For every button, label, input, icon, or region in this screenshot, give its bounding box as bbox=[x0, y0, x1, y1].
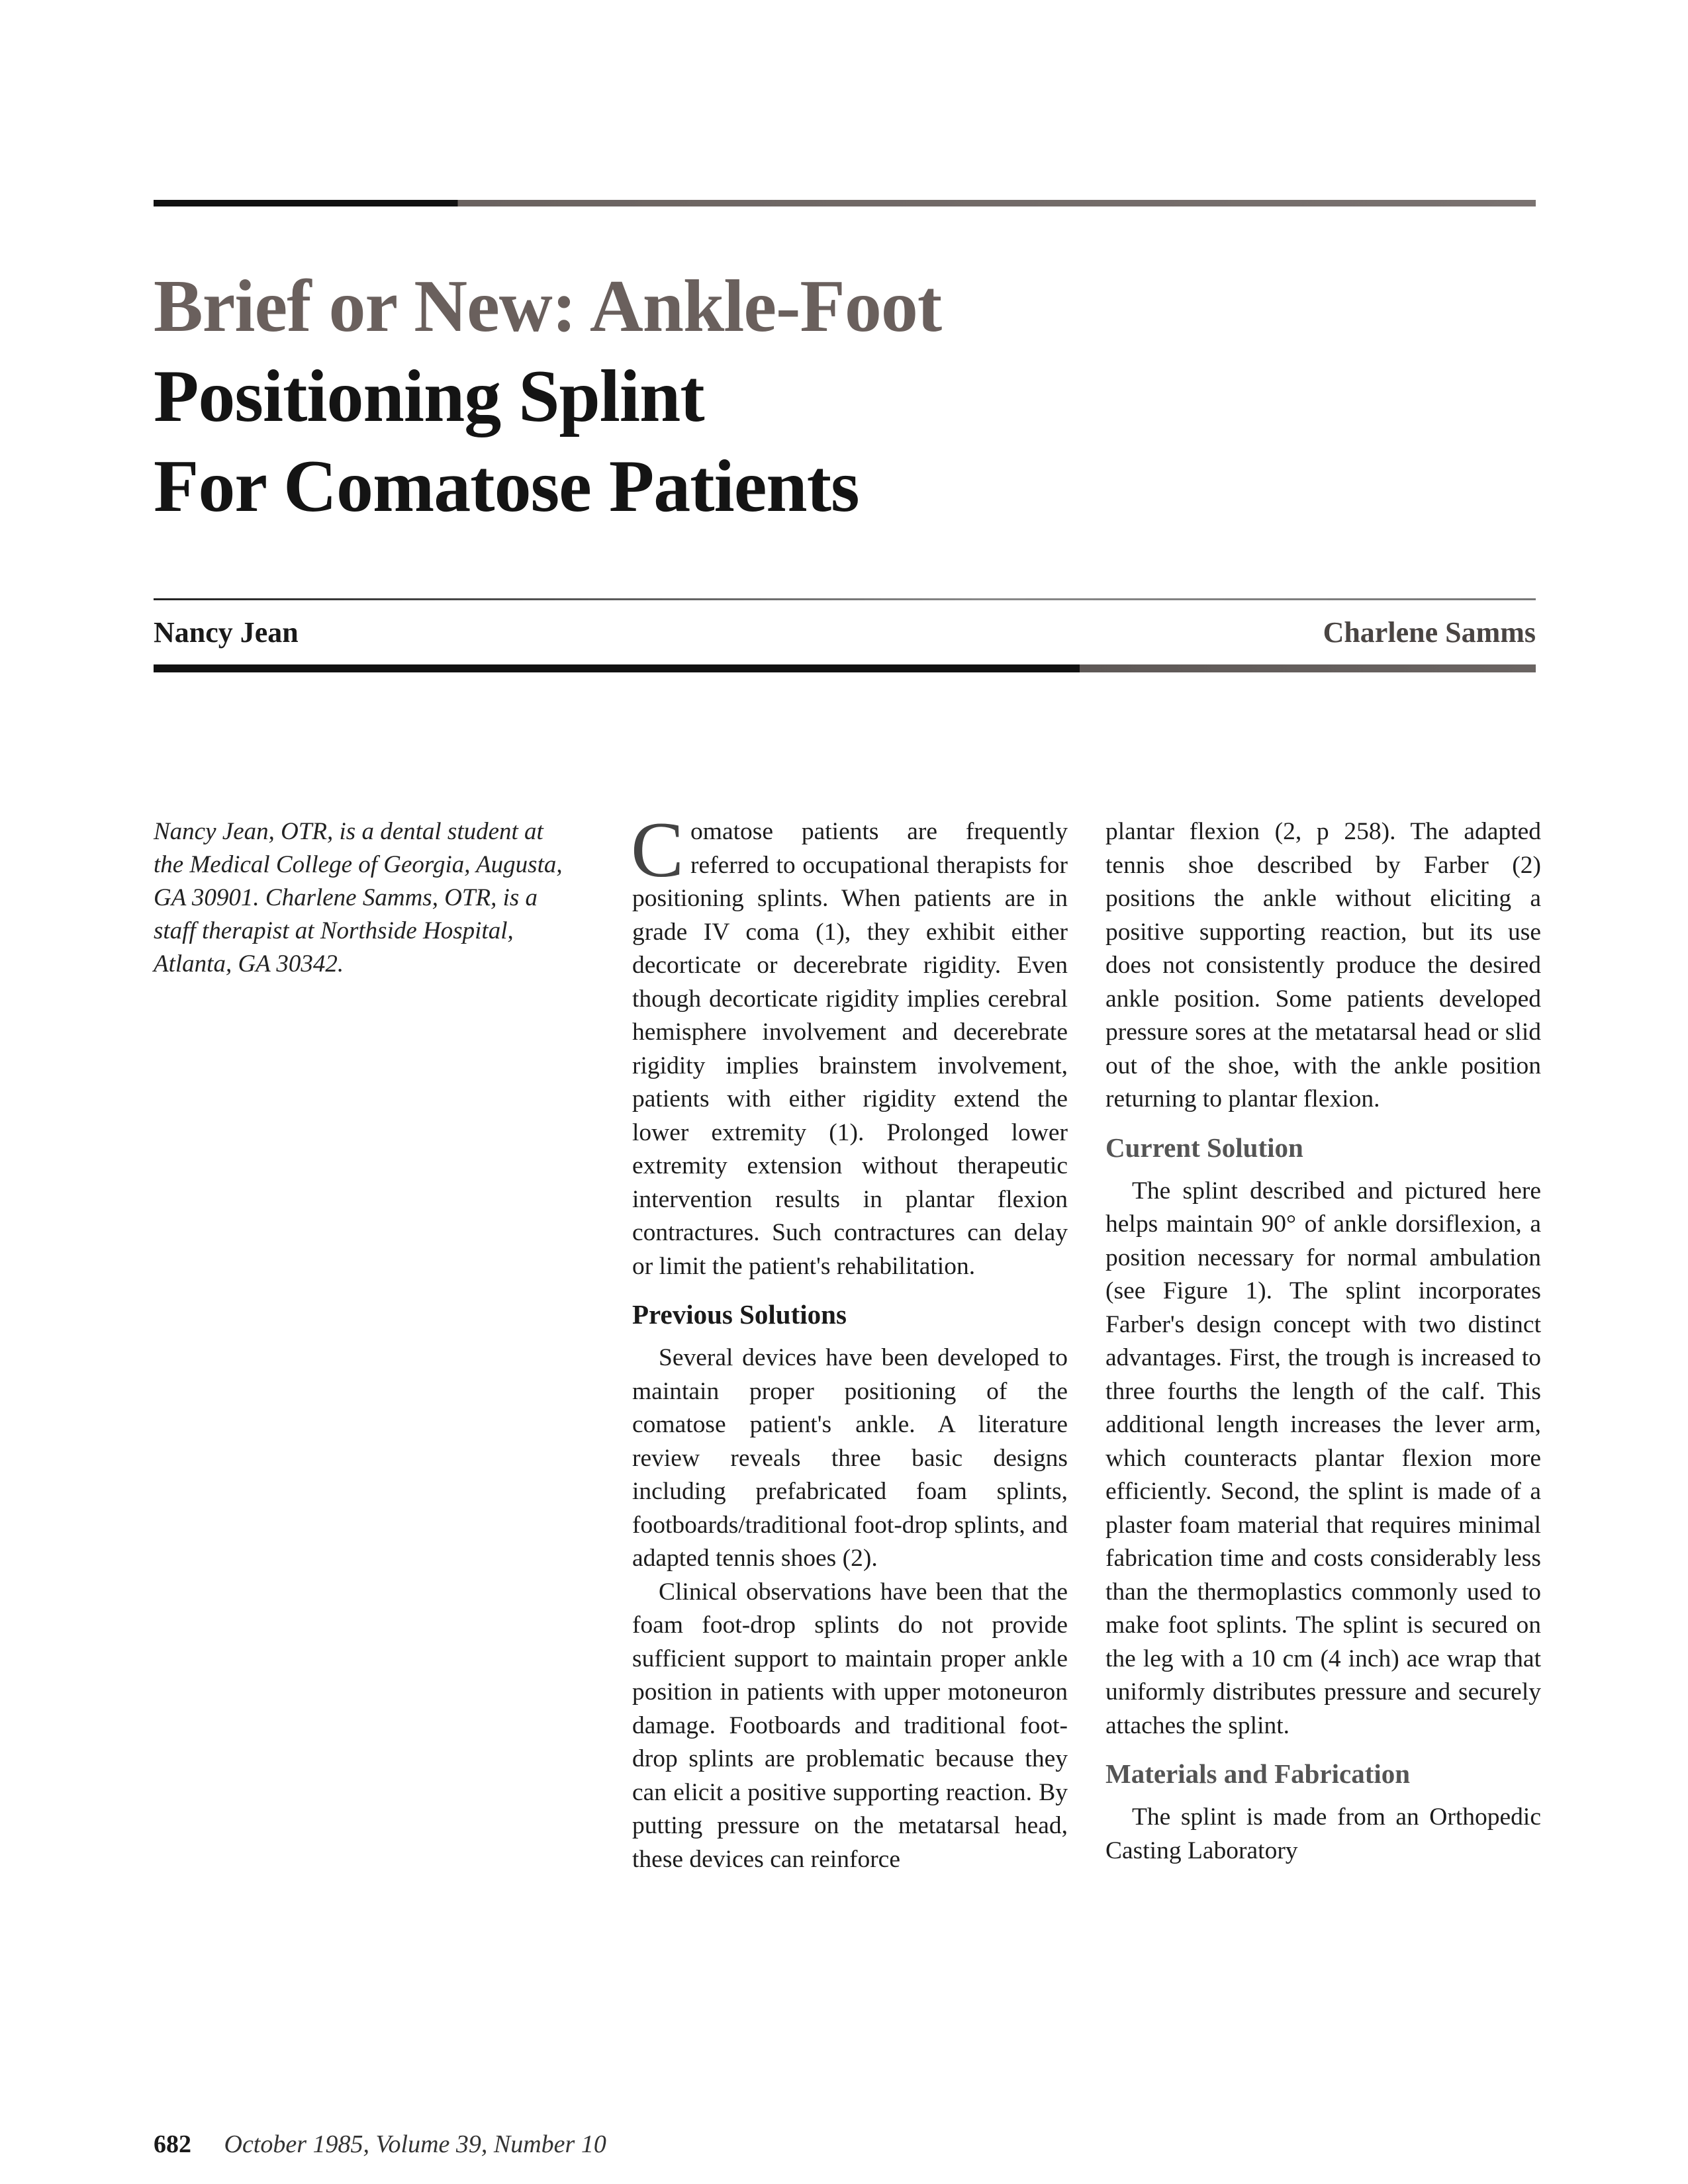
author-divider bbox=[154, 598, 1536, 600]
title-line-2: Positioning Splint bbox=[154, 355, 704, 437]
header-bottom-rule bbox=[154, 664, 1536, 672]
body-column-2 bbox=[631, 805, 1068, 1876]
intro-paragraph bbox=[631, 805, 1068, 1283]
paragraph-materials: The splint is made from an Orthopedic Casting Laboratory bbox=[1105, 1803, 1541, 1864]
body-column-3 bbox=[1105, 815, 1541, 1868]
heading-previous-solutions: Previous Solutions bbox=[632, 1299, 847, 1330]
issue-info: October 1985, Volume 39, Number 10 bbox=[224, 2130, 606, 2158]
drop-cap: C bbox=[631, 805, 684, 893]
article-title bbox=[154, 261, 1411, 531]
page-number: 682 bbox=[154, 2130, 191, 2158]
title-line-1: Brief or New: Ankle-Foot bbox=[154, 265, 942, 347]
author-1: Nancy Jean bbox=[154, 616, 299, 649]
page-footer bbox=[154, 2130, 606, 2159]
paragraph-previous-1: Several devices have been developed to maintain proper positioning of the comatose patient's ankle. A literature review reveals three basic designs including prefabricated foam splints, footboards/traditional foot-drop splints, and adapted tennis shoes (2). bbox=[632, 1344, 1068, 1572]
heading-materials-fabrication: Materials and Fabrication bbox=[1105, 1758, 1411, 1789]
paragraph-continued: plantar flexion (2, p 258). The adapted tennis shoe described by Farber (2) positions the ankle without eliciting a positive supporting reaction, but its use does not consistently produce the desired ankle position. Some patients developed pressure sores at the metatarsal head or slid out of the shoe, with the ankle position returning to plantar flexion. bbox=[1105, 818, 1541, 1113]
top-rule bbox=[154, 200, 1536, 206]
intro-text: omatose patients are frequently referred to occupational therapists for positioning splints. When patients are in grade IV coma (1), they exhibit either decorticate or decerebrate rigidity. Even though decorticate rigidity implies cerebral hemisphere involvement and decerebrate rigidity implies brainstem involvement, patients with either rigidity extend the lower extremity (1). Prolonged lower extremity extension without therapeutic intervention results in plantar flexion contractures. Such contractures can delay or limit the patient's rehabilitation. bbox=[632, 818, 1068, 1280]
author-bio: Nancy Jean, OTR, is a dental student at the Medical College of Georgia, Augusta, GA 30901. Charlene Samms, OTR, is a staff therapist at Northside Hospital, Atlanta, GA 30342. bbox=[154, 818, 563, 978]
title-line-3: For Comatose Patients bbox=[154, 445, 859, 527]
paragraph-current: The splint described and pictured here helps maintain 90° of ankle dorsiflexion, a position necessary for normal ambulation (see Figure 1). The splint incorporates Farber's design concept with two distinct advantages. First, the trough is increased to three fourths the length of the calf. This additional length increases the lever arm, which counteracts plantar flexion more efficiently. Second, the splint is made of a plaster foam material that requires minimal fabrication time and costs considerably less than the thermoplastics commonly used to make foot splints. The splint is secured on the leg with a 10 cm (4 inch) ace wrap that uniformly distributes pressure and securely attaches the splint. bbox=[1105, 1177, 1541, 1739]
paragraph-previous-2: Clinical observations have been that the foam foot-drop splints do not provide sufficient support to maintain proper ankle position in patients with upper motoneuron damage. Footboards and traditional foot-drop splints are problematic because they can elicit a positive supporting reaction. By putting pressure on the metatarsal head, these devices can reinforce bbox=[632, 1578, 1068, 1873]
author-2: Charlene Samms bbox=[1323, 616, 1536, 649]
heading-current-solution: Current Solution bbox=[1105, 1132, 1303, 1163]
